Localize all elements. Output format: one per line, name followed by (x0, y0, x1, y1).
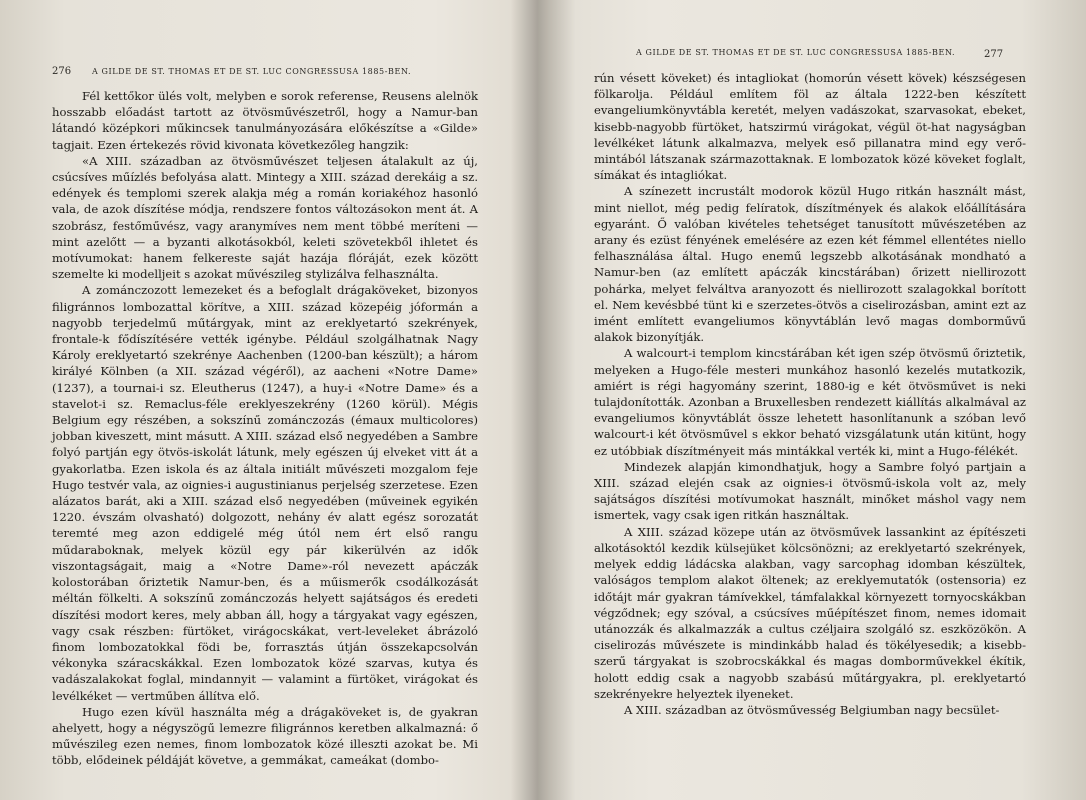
left-paragraph-4: Hugo ezen kívül használta még a drágaköveket is, de gyakran ahelyett, hogy a négyszögű lemezre filigránnos keretben alkalmazná: ő művészileg ezen nemes, finom lombozatok közé illeszti azokat be. Mi több, elődeinek példáját követve, a gemmákat, cameákat (dombo- (52, 704, 478, 768)
right-paragraph-2: A színezett incrustált modorok közül Hugo ritkán használt mást, mint niellot, még pedig felíratok, díszítmények és alakok előállítására egyaránt. Ő valóban kivételes tehetséget tanusított művészetében az arany és ezüst fényének emelésére az ezen két fémmel ellentétes niello felhasználása által. Hugo enemű legszebb alkotásának mondható a Namur-ben (az említett apáczák kincstárában) őrizett niellirozott pohárka, melyet felváltva aranyozott és niellirozott szalagokkal borított el. Nem kevésbbé tünt ki e szerzetes-ötvös a ciselirozásban, amint ezt az imént említett evangeliumos könyvtáblán levő magas domborművű alakok bizonyítják. (594, 184, 1026, 345)
left-body-text (52, 88, 478, 769)
left-page (0, 0, 540, 800)
right-paragraph-6: A XIII. században az ötvösművesség Belgiumban nagy becsület- (624, 702, 1000, 717)
left-running-head: A GILDE DE ST. THOMAS ET DE ST. LUC CONGRESSUSA 1885-BEN. (92, 67, 412, 76)
right-paragraph-1: rún vésett köveket) és intagliokat (homorún vésett kövek) készségesen fölkarolja. Például említem föl az általa 1222-ben készített evangeliumkönyvtábla keretét, melyen vadászokat, szarvasokat, ebeket, kisebb-nagyobb fürtöket, hatszirmú virágokat, végül öt-hat nagyságban levélkéket látunk alkalmazva, melyek eső pillanatra mind egy verő-mintából látszanak származottaknak. E lombozatok közé köveket foglalt, símákat és intagliókat. (594, 71, 1026, 183)
left-page-number: 276 (52, 66, 72, 77)
right-paragraph-5: A XIII. század közepe után az ötvösművek lassankint az építészeti alkotásoktól kezdik külsejüket kölcsönözni; az ereklyetartó szekrények, melyek eddig ládácska alakban, vagy sarcophag idomban készültek, valóságos templom alakot öltenek; az ereklyemutatók (ostensoria) ez időtájt már gyakran támívekkel, támfalakkal környezett tornyocskákban végződnek; egy szóval, a csúcsíves műépítészet finom, nemes idomait utánozzák és alkalmazzák a cultus czéljaira szolgáló sz. eszközökön. A ciselirozás művészete is mindinkább halad és tökélyesedik; a kisebb-szerű tárgyakat is szobrocskákkal és magas domborművekkel ékítik, holott eddig csak a nagyobb szabású műtárgyakra, pl. ereklyetartó szekrényekre helyeztek ilyeneket. (594, 524, 1026, 701)
left-paragraph-2: «A XIII. században az ötvösművészet teljesen átalakult az új, csúcsíves műízlés befolyása alatt. Mintegy a XIII. század derekáig a sz. edények és templomi szerek alakja még a román koriakéhoz hasonló vala, de azok díszítése módja, rendszere fontos változásokon ment át. A szobrász, festőművész, vagy aranymíves nem ment többé meríteni — mint azelőtt — a byzanti alkotásokból, keleti szövetekből ihletet és motívumokat: hanem felkereste saját hazája flóráját, ezek között szemelte ki modelljeit s azokat művészileg stylizálva felhasználta. (52, 153, 478, 282)
right-page-number: 277 (984, 49, 1004, 60)
right-page (546, 0, 1086, 800)
right-paragraph-3: A walcourt-i templom kincstárában két igen szép ötvösmű őriztetik, melyeken a Hugo-féle mesteri munkához hasonló kezelés mutatkozik, amiért is régi hagyomány szerint, 1880-ig e két ötvösművet is neki tulajdonították. Azonban a Bruxellesben rendezett kiállítás alkalmával az evangeliumos könyvtáblát össze lehetett hasonlítanunk a szóban levő walcourt-i két ötvösművel s ekkor beható vizsgálatunk után kitünt, hogy ez utóbbiak díszítményeit más mintákkal verték ki, mint a Hugo-félékét. (594, 346, 1026, 458)
right-body-text (594, 70, 1026, 718)
right-paragraph-4: Mindezek alapján kimondhatjuk, hogy a Sambre folyó partjain a XIII. század elején csak az oignies-i ötvösmű-iskola volt az, mely sajátságos díszítési motívumokat használt, minőket máshol vagy nem ismertek, vagy csak igen ritkán használtak. (594, 459, 1026, 523)
left-paragraph-1: Fél kettőkor ülés volt, melyben e sorok referense, Reusens alelnök hosszabb előadást tartott az ötvösművészetről, hogy a Namur-ban látandó középkori műkincsek tanulmányozására előkészítse a «Gilde» tagjait. Ezen értekezés rövid kivonata következőleg hangzik: (52, 89, 478, 152)
left-paragraph-3: A zománczozott lemezeket és a befoglalt drágaköveket, bizonyos filigránnos lombozattal körítve, a XIII. század közepéig jóformán a nagyobb terjedelmű műtárgyak, mint az ereklyetartó szekrények, frontale-k fődíszítésére vették igénybe. Például szolgálhatnak Nagy Károly ereklyetartó szekrénye Aachenben (1200-ban készült); a három királyé Kölnben (a XII. század végéről), az aacheni «Notre Dame» (1237), a tournai-i sz. Eleutherus (1247), a huy-i «Notre Dame» és a stavelot-i sz. Remaclus-féle ereklyeszekrény (1260 körül). Mégis Belgium egy részében, a sokszínű zománczozás (émaux multicolores) jobban kiveszett, mint másutt. A XIII. század első negyedében a Sambre folyó partján egy ötvös-iskolát látunk, mely egészen új elveket vitt át a gyakorlatba. Ezen iskola és az általa initiált művészeti mozgalom feje Hugo testvér vala, az oignies-i augustinianus perjelség szerzetese. Ezen alázatos barát, aki a XIII. század első negyedében (műveinek egyikén 1220. évszám olvasható) dolgozott, nehány év alatt egész sorozatát teremté meg azon eddigelé még útól nem ért első rangu műdaraboknak, melyek közül egy pár kikerülvén az idők viszontagságait, maig a «Notre Dame»-ról nevezett apáczák kolostorában őriztetik Namur-ben, és a műismerők csodálkozását méltán fölkelti. A sokszínű zománczozás helyett sajátságos és eredeti díszítési modort keres, mely abban áll, hogy a tárgyakat vagy egészen, vagy csak részben: fürtöket, virágocskákat, vert-leveleket ábrázoló finom lombozatokkal födi be, forrasztás útján összekapcsolván vékonyka száracskákkal. Ezen lombozatok közé szarvas, kutya és vadászalakokat foglal, mindannyit — valamint a fürtöket, virágokat és levélkéket — vertműben állítva elő. (52, 283, 478, 703)
right-running-head: A GILDE DE ST. THOMAS ET DE ST. LUC CONGRESSUSA 1885-BEN. (636, 48, 956, 57)
